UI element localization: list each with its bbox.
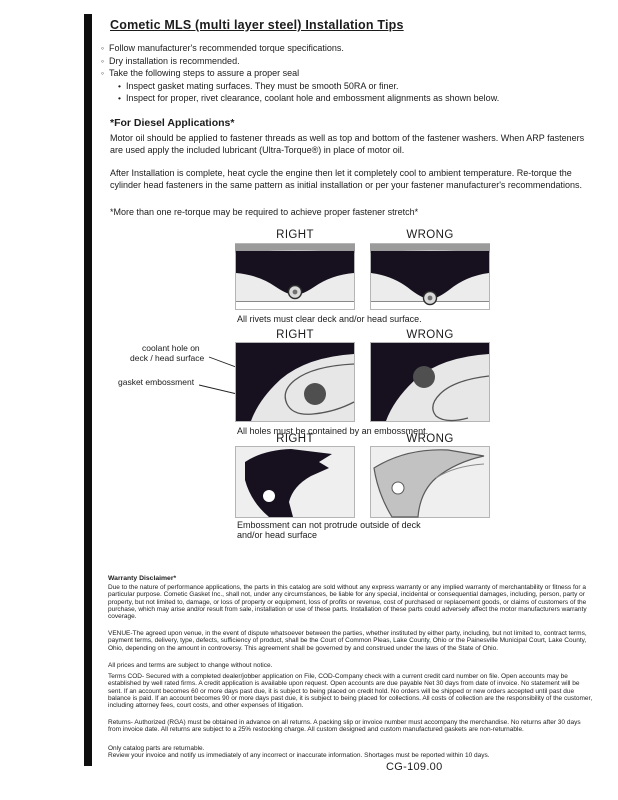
warranty-paragraph: Terms COD- Secured with a completed dealer/jobber application on File, COD-Company check with a current credit card number on file. Open accounts may be established by well rated firms. A credit application is available upon request. Open accounts are due payable Net 30 days from date of invoice. No statement will be sent. If an account becomes 60 or more days past due, it is subject to being placed on credit hold. No orders will be shipped or new orders accepted until past due balance is paid. If an account becomes 90 or more days past due, it is subject to being placed for collections. All costs of collection are the responsibility of the customer, including attorney fees, court costs, and other expenses of litigation. [108,673,593,710]
list-item-text: Inspect for proper, rivet clearance, coolant hole and embossment alignments as shown below. [125,93,500,104]
list-item-text: Take the following steps to assure a proper seal [109,68,300,79]
warranty-paragraph: VENUE-The agreed upon venue, in the event of dispute whatsoever between the parties, whether instituted by either party, including, but not limited to, contract terms, payment terms, delivery, type, defects, sufficiency of product, shall be the Court of Common Pleas, Lake County, Ohio or the Painesville Municipal Court, Lake County, Ohio, depending on the amount in controversy. This agreement shall be governed by and construed under the laws of the State of Ohio. [108,630,587,652]
rivet-right-diagram [235,243,355,310]
protrusion-right-diagram [235,446,355,518]
right-label-row1: RIGHT [276,229,314,241]
list-item-text: Dry installation is recommended. [109,55,240,66]
warranty-paragraph: Due to the nature of performance applications, the parts in this catalog are sold without any express warranty or any implied warranty of merchantability or fitness for a particular purpose. Cometic Gasket Inc., shall not, under any circumstances, be liable for any special, incidental or consequential damages, including, person, party or property, but not limited to, damage, or loss of property or equipment, loss of profits or revenue, cost of purchased or replacement goods, or claims of customers of the purchase, which may arise and/or result from sale, installation or use of these parts. Installation of these parts could adversely affect the motor manufacturers warranty coverage. [108,584,587,621]
diesel-heading: *For Diesel Applications* [110,117,235,129]
coolant-hole-annotation-line1: coolant hole on [142,343,200,353]
list-item-text: Follow manufacturer's recommended torque specifications. [109,43,344,53]
tips-list [101,42,499,105]
diesel-paragraph-1: Motor oil should be applied to fastener threads as well as top and bottom of the fastener washers. When ARP fasteners are used apply the included lubricant (Ultra-Torque®) in place of motor oil. [110,133,585,155]
wrong-label-row2: WRONG [406,329,454,341]
right-label-row2: RIGHT [276,329,314,341]
sub-list-item [101,80,499,93]
warranty-heading: Warranty Disclaimer* [108,575,177,582]
row2-caption: All holes must be contained by an embossment. [237,426,429,436]
page-code: CG-109.00 [386,761,443,773]
list-item [101,42,499,55]
wrong-label-row3: WRONG [406,433,454,445]
embossment-wrong-diagram [370,342,490,422]
retorque-note: *More than one re-torque may be required to achieve proper fastener stretch* [110,207,419,217]
row3-caption: Embossment can not protrude outside of deck and/or head surface [237,520,421,540]
list-item [101,67,499,80]
warranty-paragraph: All prices and terms are subject to change without notice. [108,662,273,669]
embossment-annotation: gasket embossment [118,377,195,387]
diesel-paragraph-2: After Installation is complete, heat cycle the engine then let it completely cool to ambient temperature. Re-torque the cylinder head fasteners in the same pattern as initial installation or per your fastener manufacturer's recommendations. [110,168,582,190]
row1-caption: All rivets must clear deck and/or head surface. [237,314,422,324]
rivet-wrong-diagram [370,243,490,310]
warranty-paragraph: Returns- Authorized (RGA) must be obtained in advance on all returns. A packing slip or invoice number must accompany the merchandise. No returns after 30 days from invoice date. All returns are subject to a 25% restocking charge. All custom designed and custom manufactured gaskets are non-returnable. [108,719,581,734]
left-margin-bar [84,14,92,766]
right-label-row3: RIGHT [276,433,314,445]
warranty-paragraph: Only catalog parts are returnable. [108,745,205,752]
page-title: Cometic MLS (multi layer steel) Installation Tips [110,18,404,32]
sub-list-item [101,92,499,105]
warranty-paragraph: Review your invoice and notify us immediately of any incorrect or inaccurate information. Shortages must be reported within 10 days. [108,752,490,759]
protrusion-wrong-diagram [370,446,490,518]
embossment-right-diagram [235,342,355,422]
wrong-label-row1: WRONG [406,229,454,241]
list-item-text: Inspect gasket mating surfaces. They must be smooth 50RA or finer. [125,80,399,91]
list-item [101,55,499,68]
coolant-hole-annotation-line2: deck / head surface [130,353,205,363]
